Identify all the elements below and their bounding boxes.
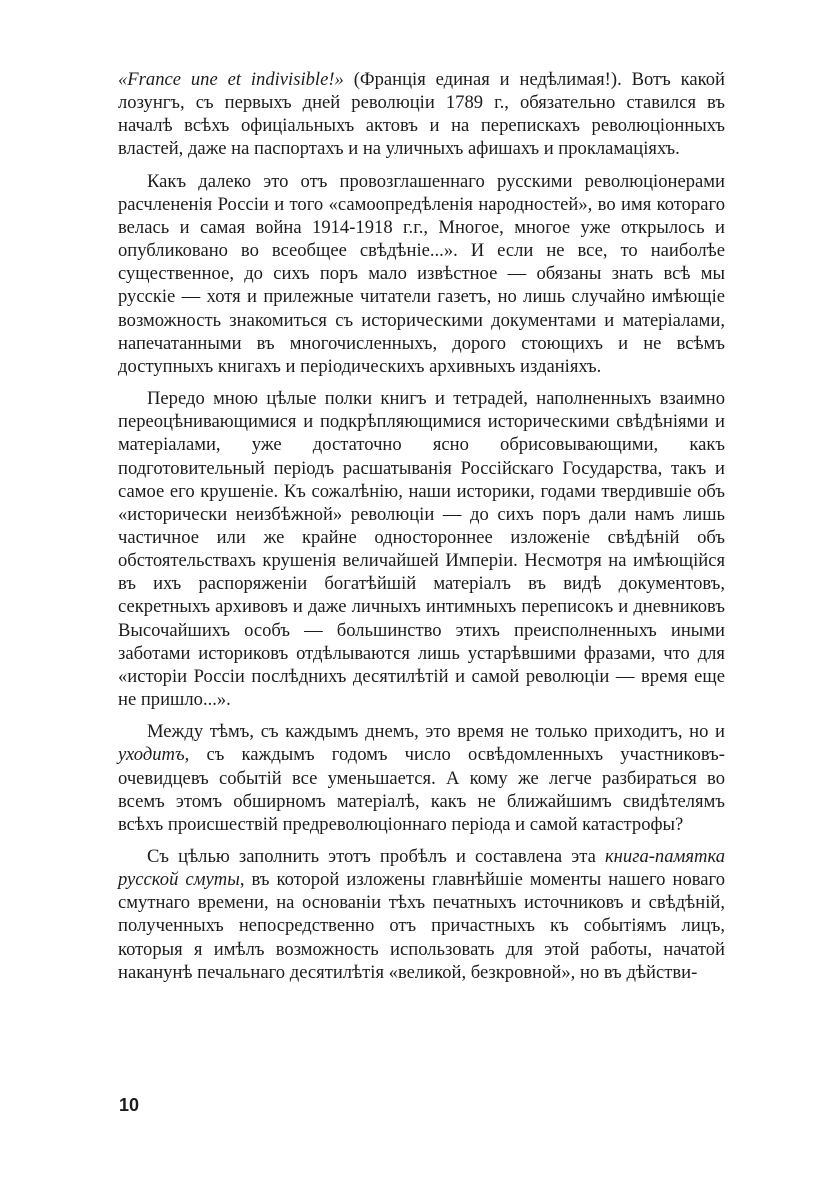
- text-run: уходитъ: [118, 744, 185, 766]
- text-run: Какъ далеко это отъ провозглашеннаго русскими революціонерами расчлененія Россіи и того «самоопредѣленія народностей», во имя котораго велась и самая война 1914-1918 г.г., Многое, многое уже открылось и опубликовано во всеобщее свѣдѣніе...». И если не все, то наиболѣе существенное, до сихъ поръ мало извѣстное — обязаны знать всѣ мы русскіе — хотя и прилежные читатели газетъ, но лишь случайно имѣющіе возможность знакомиться съ историческими документами и матеріалами, напечатанными въ многочисленныхъ, дорого стоющихъ и не всѣмъ доступныхъ книгахъ и періодическихъ архивныхъ изданіяхъ.: [118, 170, 725, 377]
- text-run: «France une et indivisible!»: [118, 69, 344, 90]
- paragraph-5: [118, 845, 725, 984]
- text-run: (Франція единая и недѣлимая!). Вотъ какой лозунгъ, съ первыхъ дней революціи 1789 г., обязательно ставился въ началѣ всѣхъ офиціальныхъ актовъ и на перепискахъ революціонныхъ властей, даже на паспортахъ и на уличныхъ афишахъ и прокламаціяхъ.: [118, 69, 725, 160]
- text-run: , съ каждымъ годомъ число освѣдомленныхъ участниковъ-очевидцевъ событій все уменьшается. А кому же легче разбираться во всемъ этомъ обширномъ матеріалѣ, какъ не ближайшимъ свидѣтелямъ всѣхъ происшествій предреволюціоннаго періода и самой катастрофы?: [118, 744, 725, 835]
- body-text: [118, 68, 725, 993]
- text-run: Съ цѣлью заполнить этотъ пробѣлъ и составлена эта: [147, 846, 605, 867]
- paragraph-1: [118, 68, 725, 161]
- paragraph-2: [118, 170, 725, 378]
- text-run: Передо мною цѣлые полки книгъ и тетрадей, наполненныхъ взаимно переоцѣнивающимися и подкрѣпляющимися историческими свѣдѣніями и матеріалами, уже достаточно ясно обрисовывающими, какъ подготовительный періодъ расшатыванія Россійскаго Государства, такъ и самое его крушеніе. Къ сожалѣнію, наши историки, годами твердившіе объ «исторически неизбѣжной» революціи — до сихъ поръ дали намъ лишь частичное или же крайне одностороннее изложеніе свѣдѣній объ обстоятельствахъ крушенія величайшей Имперіи. Несмотря на имѣющійся въ ихъ распоряженіи богатѣйшій матеріалъ въ видѣ документовъ, секретныхъ архивовъ и даже личныхъ интимныхъ переписокъ и дневниковъ Высочайшихъ особъ — большинство этихъ преисполненныхъ иными заботами историковъ отдѣлываются лишь устарѣвшими фразами, что для «исторіи Россіи послѣднихъ десятилѣтій и самой революціи — время еще не пришло...».: [118, 388, 725, 711]
- paragraph-4: [118, 720, 725, 836]
- text-run: Между тѣмъ, съ каждымъ днемъ, это время не только приходитъ, но и: [147, 721, 725, 743]
- page-number: 10: [119, 1095, 140, 1115]
- text-run: книга-памятка русской смуты: [118, 846, 725, 891]
- paragraph-3: [118, 387, 725, 711]
- text-run: , въ которой изложены главнѣйшіе моменты нашего новаго смутнаго времени, на основаніи тѣхъ печатныхъ источниковъ и свѣдѣній, полученныхъ непосредственно отъ причастныхъ къ событіямъ лицъ, которыя я имѣлъ возможность использовать для этой работы, начатой наканунѣ печальнаго десятилѣтія «великой, безкровной», но въ дѣйстви-: [118, 869, 725, 983]
